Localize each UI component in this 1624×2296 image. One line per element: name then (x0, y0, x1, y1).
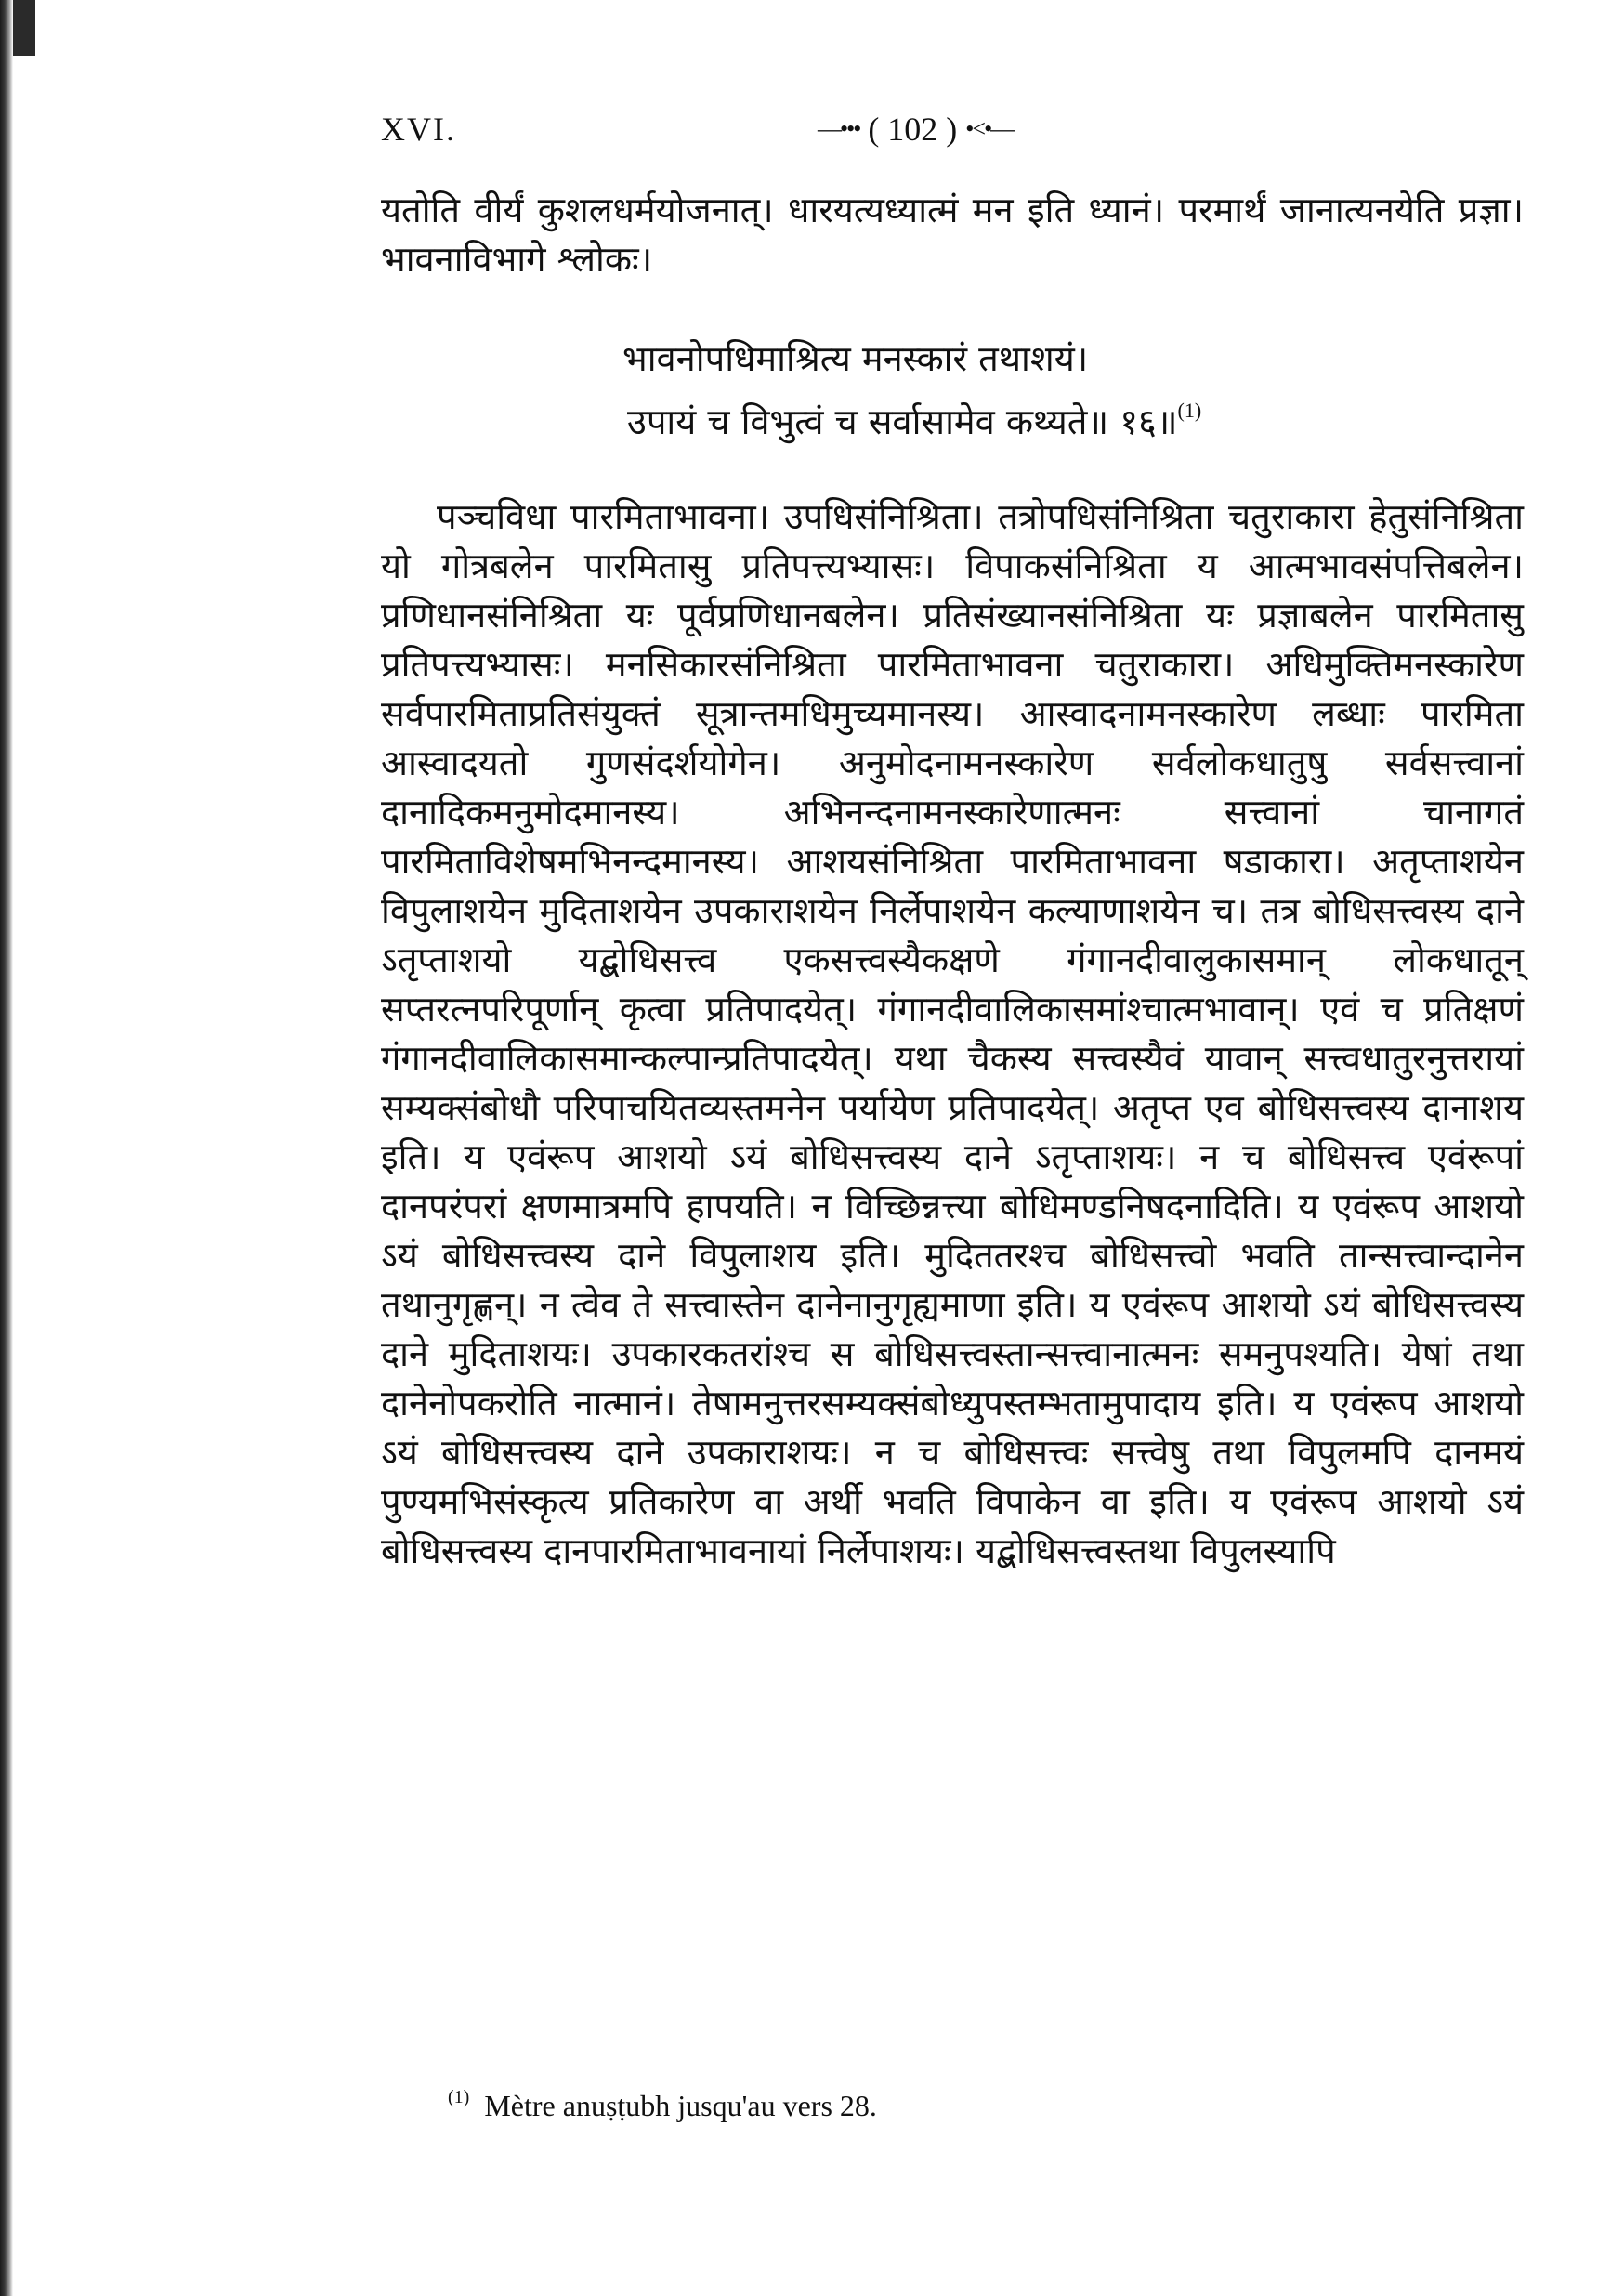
verse-line-2-text: उपायं च विभुत्वं च सर्वासामेव कथ्यते॥ १६॥ (627, 401, 1178, 442)
page-number-text: ( 102 ) (868, 111, 958, 148)
footnote-marker: (1) (448, 2087, 470, 2107)
footnote-text: Mètre anuṣṭubh jusqu'au vers 28. (484, 2089, 877, 2122)
ornament-left: —••• (818, 115, 860, 142)
footnote (448, 2087, 877, 2123)
footnote-reference: (1) (1177, 399, 1202, 422)
page-binding-edge (0, 0, 13, 2296)
opening-paragraph: यतोति वीर्यं कुशलधर्मयोजनात्। धारयत्यध्यात्मं मन इति ध्यानं। परमार्थं जानात्यनयेति प्रज्ञा। भावनाविभागे श्लोकः। (381, 190, 1524, 280)
verse-block (622, 333, 1459, 448)
verse-line-2 (622, 385, 1459, 448)
ornament-right: •<•— (965, 115, 1014, 142)
page-number (818, 110, 1013, 149)
verse-line-1: भावनोपधिमाश्रित्य मनस्कारं तथाशयं। (622, 338, 1089, 379)
page-header (381, 110, 1217, 165)
running-head: XVI. (381, 111, 456, 148)
main-paragraph: पञ्चविधा पारमिताभावना। उपधिसंनिश्रिता। तत्रोपधिसंनिश्रिता चतुराकारा हेतुसंनिश्रिता यो गोत्रबलेन पारमितासु प्रतिपत्त्यभ्यासः। विपाकसंनिश्रिता य आत्मभावसंपत्तिबलेन। प्रणिधानसंनिश्रिता यः पूर्वप्रणिधानबलेन। प्रतिसंख्यानसंनिश्रिता यः प्रज्ञाबलेन पारमितासु प्रतिपत्त्यभ्यासः। मनसिकारसंनिश्रिता पारमिताभावना चतुराकारा। अधिमुक्तिमनस्कारेण सर्वपारमिताप्रतिसंयुक्तं सूत्रान्तमधिमुच्यमानस्य। आस्वादनामनस्कारेण लब्धाः पारमिता आस्वादयतो गुणसंदर्शयोगेन। अनुमोदनामनस्कारेण सर्वलोकधातुषु सर्वसत्त्वानां दानादिकमनुमोदमानस्य। अभिनन्दनामनस्कारेणात्मनः सत्त्वानां चानागतं पारमिताविशेषमभिनन्दमानस्य। आशयसंनिश्रिता पारमिताभावना षडाकारा। अतृप्ताशयेन विपुलाशयेन मुदिताशयेन उपकाराशयेन निर्लेपाशयेन कल्याणाशयेन च। तत्र बोधिसत्त्वस्य दाने ऽतृप्ताशयो यद्बोधिसत्त्व एकसत्त्वस्यैकक्षणे गंगानदीवालुकासमान् लोकधातून् सप्तरत्नपरिपूर्णान् कृत्वा प्रतिपादयेत्। गंगानदीवालिकासमांश्चात्मभावान्। एवं च प्रतिक्षणं गंगानदीवालिकासमान्कल्पान्प्रतिपादयेत्। यथा चैकस्य सत्त्वस्यैवं यावान् सत्त्वधातुरनुत्तरायां सम्यक्संबोधौ परिपाचयितव्यस्तमनेन पर्यायेण प्रतिपादयेत्। अतृप्त एव बोधिसत्त्वस्य दानाशय इति। य एवंरूप आशयो ऽयं बोधिसत्त्वस्य दाने ऽतृप्ताशयः। न च बोधिसत्त्व एवंरूपां दानपरंपरां क्षणमात्रमपि हापयति। न विच्छिन्नत्त्या बोधिमण्डनिषदनादिति। य एवंरूप आशयो ऽयं बोधिसत्त्वस्य दाने विपुलाशय इति। मुदिततरश्च बोधिसत्त्वो भवति तान्सत्त्वान्दानेन तथानुगृह्णन्। न त्वेव ते सत्त्वास्तेन दानेनानुगृह्यमाणा इति। य एवंरूप आशयो ऽयं बोधिसत्त्वस्य दाने मुदिताशयः। उपकारकतरांश्च स बोधिसत्त्वस्तान्सत्त्वानात्मनः समनुपश्यति। येषां तथा दानेनोपकरोति नात्मानं। तेषामनुत्तरसम्यक्संबोध्युपस्तम्भतामुपादाय इति। य एवंरूप आशयो ऽयं बोधिसत्त्वस्य दाने उपकाराशयः। न च बोधिसत्त्वः सत्त्वेषु तथा विपुलमपि दानमयं पुण्यमभिसंस्कृत्य प्रतिकारेण वा अर्थी भवति विपाकेन वा इति। य एवंरूप आशयो ऽयं बोधिसत्त्वस्य दानपारमिताभावनायां निर्लेपाशयः। यद्बोधिसत्त्वस्तथा विपुलस्यापि (381, 496, 1524, 1571)
